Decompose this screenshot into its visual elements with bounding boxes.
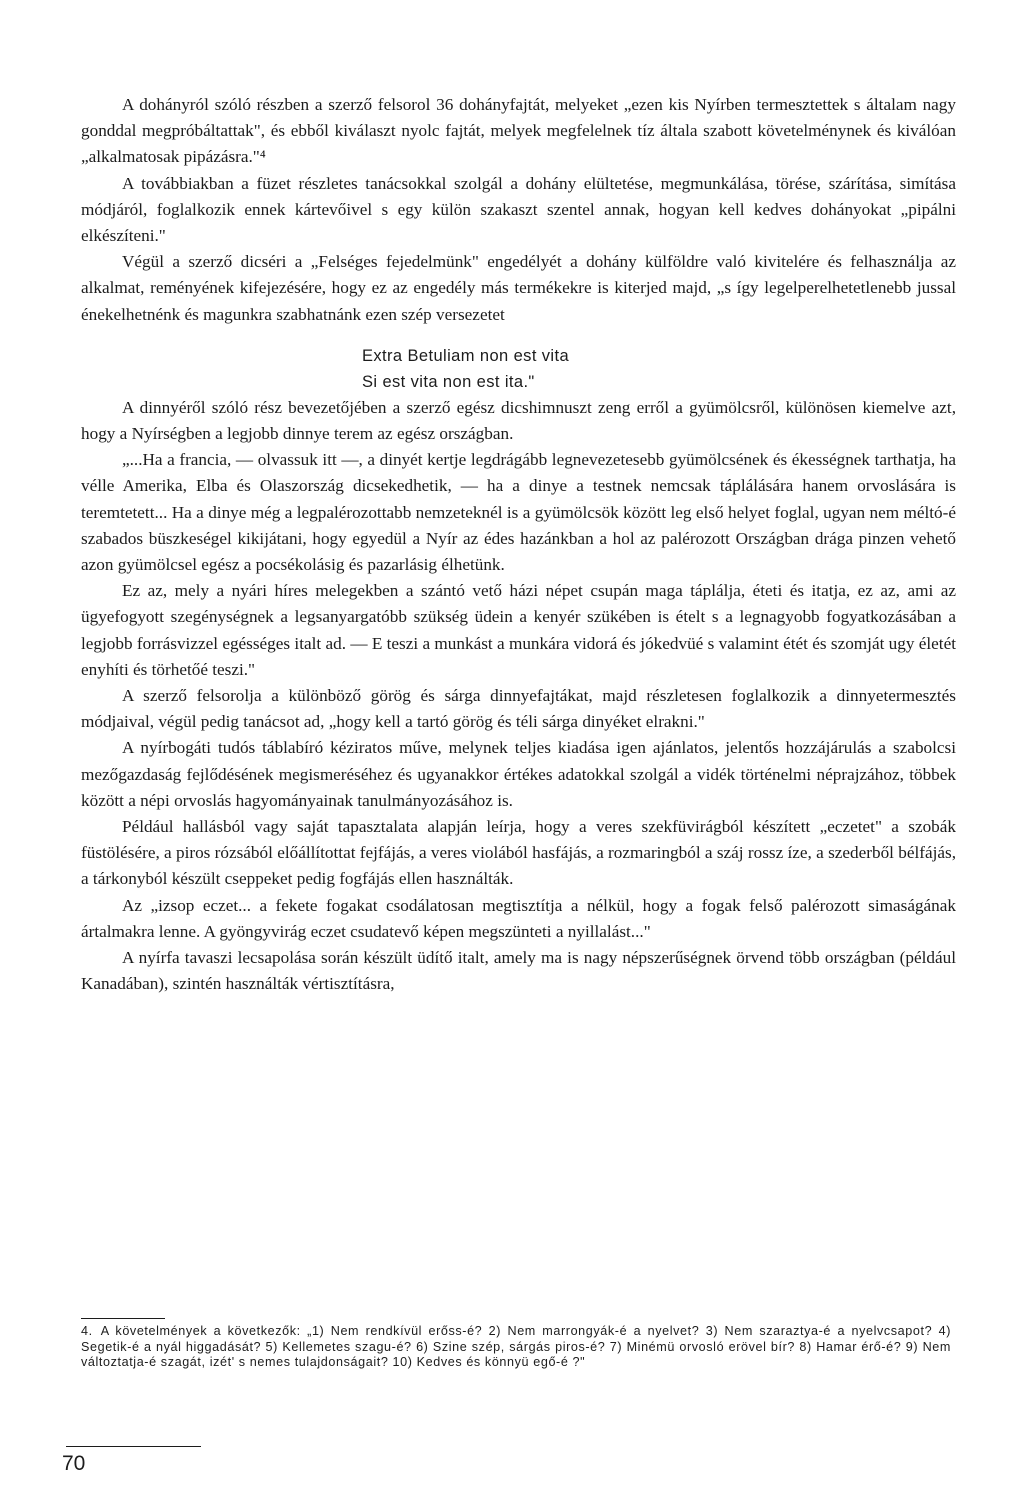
paragraph: A nyírbogáti tudós táblabíró kéziratos műve, melynek teljes kiadása igen ajánlatos, jelentős hozzájárulás a szabolcsi mezőgazdaság fejlődésének megismeréséhez és ugyanakkor értékes adatokkal szolgál a vidék történelmi néprajzához, többek között a népi orvoslás hagyományainak tanulmányozásához is. <box>81 738 956 810</box>
latin-verse <box>362 343 956 395</box>
page-number: 70 <box>62 1452 86 1475</box>
paragraph: Az „izsop eczet... a fekete fogakat csodálatosan megtisztítja a nélkül, hogy a fogak felső palérozott simaságának ártalmakra lenne. A gyöngyvirág eczet csudatevő képen megszünteti a nyillalást..." <box>81 895 956 941</box>
page-number-divider <box>66 1446 201 1447</box>
paragraph: A továbbiakban a füzet részletes tanácsokkal szolgál a dohány elültetése, megmunkálása, törése, szárítása, simítása módjáról, foglalkozik ennek kártevőivel s egy külön szakaszt szentel annak, hogyan kell kedves dohányokat „pipálni elkészíteni." <box>81 173 956 246</box>
paragraph: A szerző felsorolja a különböző görög és sárga dinnyefajtákat, majd részletesen foglalkozik a dinnyetermesztés módjaival, végül pedig tanácsot ad, „hogy kell a tartó görög és téli sárga dinyéket elrakni." <box>81 686 956 732</box>
footnote-number: 4. <box>81 1324 93 1338</box>
paragraph: Például hallásból vagy saját tapasztalata alapján leírja, hogy a veres szekfüvirágból készített „eczetet" a szobák füstölésére, a piros rózsából előállítottat fejfájás, a veres violából hasfájás, a rozmaringból a száj rossz íze, a szederből bélfájás, a tárkonyból készült cseppeket pedig fogfájás ellen használták. <box>81 817 956 889</box>
verse-line: Si est vita non est ita." <box>362 372 535 391</box>
paragraph: A dohányról szóló részben a szerző felsorol 36 dohányfajtát, melyeket „ezen kis Nyírben termesztettek s általam nagy gonddal megpróbáltattak", és ebből kiválaszt nyolc fajtát, melyek megfelelnek tíz általa szabott követelménynek és kiválóan „alkalmatosak pipázásra."⁴ <box>81 95 956 167</box>
quotation-paragraph: „...Ha a francia, — olvassuk itt —, a dinyét kertje legdrágább legnevezetesebb gyümölcsének és ékességnek tarthatja, ha vélle Amerika, Elba és Olaszország dicsekedhetik, — ha a dinye a testnek nemcsak táplálására hanem orvoslására is teremtetett... Ha a dinye még a legpalérozottabb nemzeteknél is a gyümölcsök között leg első helyet foglal, ugyan nem méltó-é szabados büszkeségel kikijátani, hogy egyedül a Nyír az édes hazánkban a hol az palérozott Országban drága pinzen vehető azon gyümölcsel egész a pocsékolásig és pazarlásig élhetünk. <box>81 450 956 575</box>
footnote <box>81 1324 951 1371</box>
footnote-text: A követelmények a következők: „1) Nem rendkívül erőss-é? 2) Nem marrongyák-é a nyelvet? 3) Nem szaraztya-é a nyelvcsapot? 4) Segetik-é a nyál higgadását? 5) Kellemetes szagu-é? 6) Szine szép, sárgás piros-é? 7) Minémü orvosló erövel bír? 8) Hamar érő-é? 9) Nem változtatja-é szagát, izét' s nemes tulajdonságait? 10) Kedves és könnyü egő-é ?" <box>81 1324 951 1370</box>
verse-line: Extra Betuliam non est vita <box>362 346 570 365</box>
paragraph: Végül a szerző dicséri a „Felséges fejedelmünk" engedélyét a dohány külföldre való kivitelére és felhasználja az alkalmat, reményének kifejezésére, hogy ez az engedély más termékekre is kiterjed majd, „s így legelperelhetetlenebb jussal énekelhetnénk és magunkra szabhatnánk ezen szép versezetet <box>81 252 956 324</box>
paragraph: A dinnyéről szóló rész bevezetőjében a szerző egész dicshimnuszt zeng erről a gyümölcsről, különösen kiemelve azt, hogy a Nyírségben a legjobb dinnye terem az egész országban. <box>81 397 956 444</box>
main-text <box>81 92 956 998</box>
quotation-paragraph: Ez az, mely a nyári híres melegekben a szántó vető házi népet csupán maga táplálja, éteti és itatja, ez az, ami az ügyefogyott szegénységnek a legsanyargatóbb szükség üdein a kenyér szükében is ételt s a legnagyobb fogyatkozásában a legjobb forrásvizzel egésséges italt ad. — E teszi a munkást a munkára vidorá és jókedvüé s valamint étét és szomját ugy életét enyhíti és törhetőé teszi." <box>81 581 956 679</box>
footnote-divider <box>81 1318 165 1319</box>
paragraph: A nyírfa tavaszi lecsapolása során készült üdítő italt, amely ma is nagy népszerűségnek örvend több országban (például Kanadában), szintén használták vértisztításra, <box>81 948 956 994</box>
